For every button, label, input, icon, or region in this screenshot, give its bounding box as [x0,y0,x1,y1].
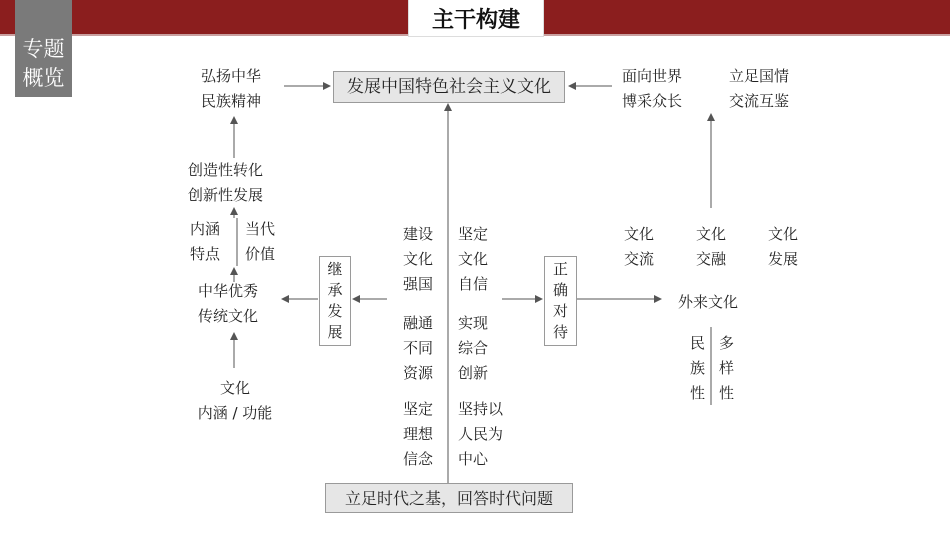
page-title: 主干构建 [408,0,544,37]
basis-line-1: 立足国情 [729,67,790,85]
foreign-culture-text: 外来文化 [678,293,739,311]
center-belief-text [403,397,433,472]
inherit-char-4: 展 [327,323,343,341]
side-label-line-2: 概览 [22,66,65,90]
diverse-char-2: 样 [719,359,735,377]
culture-function-line-2: 内涵 / 功能 [197,404,273,422]
build-line-2: 文化 [403,250,434,268]
center-innovation-text [458,311,488,386]
nation-text [690,331,705,406]
people-line-3: 中心 [458,450,489,468]
correct-char-1: 正 [552,260,568,278]
correct-char-2: 确 [552,281,568,299]
conf-line-3: 自信 [458,275,489,293]
innov-line-3: 创新 [458,364,489,382]
exchange-text-3 [768,222,798,272]
inherit-char-1: 继 [327,260,343,278]
merge-line-1: 融通 [403,314,434,332]
exch1-line-1: 文化 [624,225,655,243]
correct-char-3: 对 [552,302,568,320]
side-label-line-1: 专题 [22,37,65,61]
culture-function-line-1: 文化 [219,379,250,397]
people-line-2: 人民为 [458,425,504,443]
conf-line-2: 文化 [458,250,489,268]
inherit-box [319,256,351,346]
center-build-text [403,222,433,297]
merge-line-3: 资源 [403,364,434,382]
left-top-text [201,64,261,114]
exchange-text-1 [624,222,654,272]
center-merge-text [403,311,433,386]
diverse-char-1: 多 [719,334,735,352]
inherit-char-3: 发 [327,302,343,320]
bottom-box [325,483,573,513]
goal-text: 发展中国特色社会主义文化 [347,76,551,97]
left-mid-line-2: 创新性发展 [188,186,264,204]
inherit-char-2: 承 [327,281,343,299]
left-top-line-2: 民族精神 [201,92,262,110]
world-line-2: 博采众长 [622,92,683,110]
exchange-text-2 [696,222,726,272]
correct-char-4: 待 [552,323,568,341]
nation-char-1: 民 [690,334,706,352]
left-top-line-1: 弘扬中华 [201,67,262,85]
nation-char-3: 性 [690,384,706,402]
exch2-line-2: 交融 [696,250,727,268]
diversity-text [719,331,734,406]
exch2-line-1: 文化 [696,225,727,243]
build-line-1: 建设 [403,225,434,243]
innov-line-2: 综合 [458,339,489,357]
bottom-text: 立足时代之基，回答时代问题 [344,488,553,508]
exch3-line-1: 文化 [768,225,799,243]
center-people-text [458,397,503,472]
correct-treat-box [544,256,577,346]
nation-char-2: 族 [690,359,706,377]
merge-line-2: 不同 [403,339,434,357]
belief-line-3: 信念 [403,450,434,468]
trad-culture-text [198,279,258,329]
build-line-3: 强国 [403,275,434,293]
exch3-line-2: 发展 [768,250,799,268]
left-mid-text [188,158,263,208]
world-text [622,64,682,114]
dangdai-line-2: 价值 [245,245,276,263]
neihan-text [190,217,220,267]
culture-function-text [190,376,280,426]
basis-text [729,64,789,114]
trad-line-1: 中华优秀 [198,282,259,300]
trad-line-2: 传统文化 [198,307,259,325]
dangdai-line-1: 当代 [245,220,276,238]
people-line-1: 坚持以 [458,400,504,418]
belief-line-2: 理想 [403,425,434,443]
innov-line-1: 实现 [458,314,489,332]
conf-line-1: 坚定 [458,225,489,243]
world-line-1: 面向世界 [622,67,683,85]
exch1-line-2: 交流 [624,250,655,268]
neihan-line-2: 特点 [190,245,221,263]
left-mid-line-1: 创造性转化 [188,161,264,179]
basis-line-2: 交流互鉴 [729,92,790,110]
belief-line-1: 坚定 [403,400,434,418]
goal-box [333,71,565,103]
neihan-line-1: 内涵 [190,220,221,238]
diverse-char-3: 性 [719,384,735,402]
center-confidence-text [458,222,488,297]
dangdai-text [245,217,275,267]
